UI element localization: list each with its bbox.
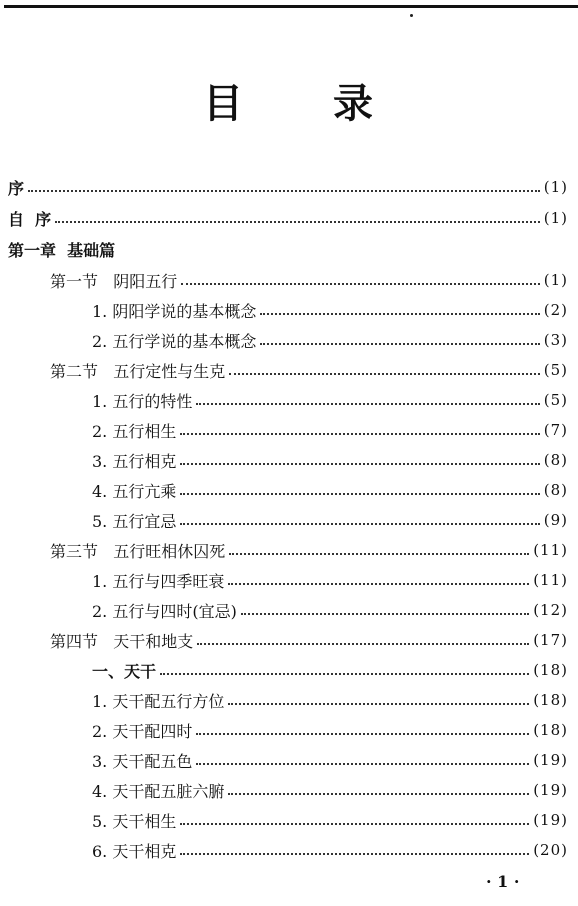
toc-subentry xyxy=(92,835,568,865)
dot-leader xyxy=(228,793,529,795)
toc-subheading xyxy=(92,655,568,685)
dot-leader xyxy=(228,703,529,705)
toc-entry-label: 2. 五行相生 xyxy=(92,421,177,441)
toc-entry-page: (2) xyxy=(543,301,568,319)
toc-subentry xyxy=(92,745,568,775)
toc-entry-page: (1) xyxy=(543,178,568,196)
toc-entry-preface xyxy=(8,172,568,202)
toc-entry-page: (19) xyxy=(533,751,568,769)
dot-leader xyxy=(228,583,529,585)
toc-entry-page: (3) xyxy=(543,331,568,349)
toc-entry-label: 1. 五行的特性 xyxy=(92,391,193,411)
toc-subentry xyxy=(92,445,568,475)
toc-subentry xyxy=(92,685,568,715)
toc-entry-page: (8) xyxy=(543,481,568,499)
toc-entry-label: 1. 阴阳学说的基本概念 xyxy=(92,301,257,321)
toc-subentry xyxy=(92,415,568,445)
dot-leader xyxy=(241,613,529,615)
dot-leader xyxy=(180,823,529,825)
toc-entry-page: (12) xyxy=(533,601,568,619)
toc-entry-label: 5. 五行宜忌 xyxy=(92,511,177,531)
toc-entry-label: 6. 天干相克 xyxy=(92,841,177,861)
toc-subentry xyxy=(92,595,568,625)
dot-leader xyxy=(180,463,539,465)
toc-subentry xyxy=(92,715,568,745)
toc-entry-label: 1. 五行与四季旺衰 xyxy=(92,571,225,591)
toc-entry-label: 2. 五行与四时(宜忌) xyxy=(92,601,237,621)
toc-subentry xyxy=(92,505,568,535)
toc-entry-page: (1) xyxy=(543,271,568,289)
title-char-2: 录 xyxy=(333,81,375,127)
toc-entry-page: (20) xyxy=(533,841,568,859)
dot-leader xyxy=(181,283,539,285)
toc-entry-page: (19) xyxy=(533,811,568,829)
toc-section xyxy=(50,355,568,385)
dot-leader xyxy=(160,673,529,675)
page-title xyxy=(0,72,578,129)
toc-section xyxy=(50,625,568,655)
toc-subentry xyxy=(92,385,568,415)
toc-entry-page: (7) xyxy=(543,421,568,439)
toc-entry-page: (19) xyxy=(533,781,568,799)
toc-entry-label: 第二节 五行定性与生克 xyxy=(50,361,226,381)
toc-entry-label: 3. 五行相克 xyxy=(92,451,177,471)
toc-entry-label: 4. 五行亢乘 xyxy=(92,481,177,501)
dot-leader xyxy=(229,553,529,555)
toc-entry-label: 3. 天干配五色 xyxy=(92,751,193,771)
toc-subentry xyxy=(92,325,568,355)
toc-entry-author-preface xyxy=(8,203,568,233)
dot-leader xyxy=(197,643,529,645)
toc-entry-page: (9) xyxy=(543,511,568,529)
dot-leader xyxy=(28,190,540,192)
toc-entry-label: 序 xyxy=(8,178,25,198)
title-char-1: 目 xyxy=(203,81,245,127)
toc-entry-label: 第四节 天干和地支 xyxy=(50,631,194,651)
toc-subentry xyxy=(92,295,568,325)
toc-entry-page: (5) xyxy=(543,391,568,409)
toc-entry-label: 2. 天干配四时 xyxy=(92,721,193,741)
dot-leader xyxy=(260,343,539,345)
toc-section xyxy=(50,265,568,295)
top-border-line xyxy=(4,5,578,8)
toc-entry-page: (11) xyxy=(533,571,568,589)
toc-entry-label: 一、天干 xyxy=(92,661,157,681)
toc-entry-label: 2. 五行学说的基本概念 xyxy=(92,331,257,351)
toc-entry-page: (8) xyxy=(543,451,568,469)
dot-leader xyxy=(180,433,539,435)
toc-entry-label: 4. 天干配五脏六腑 xyxy=(92,781,225,801)
toc-section xyxy=(50,535,568,565)
toc-entry-label: 第一节 阴阳五行 xyxy=(50,271,178,291)
toc-subentry xyxy=(92,805,568,835)
toc-subentry xyxy=(92,475,568,505)
toc-entry-label: 自 序 xyxy=(8,209,52,229)
toc-subentry xyxy=(92,565,568,595)
dot-leader xyxy=(180,493,539,495)
toc-entry-page: (18) xyxy=(533,721,568,739)
toc-entry-page: (5) xyxy=(543,361,568,379)
toc-entry-page: (18) xyxy=(533,661,568,679)
toc-entry-label: 5. 天干相生 xyxy=(92,811,177,831)
dot-leader xyxy=(180,523,539,525)
toc-chapter-1 xyxy=(8,234,568,264)
toc-entry-label: 1. 天干配五行方位 xyxy=(92,691,225,711)
dot-leader xyxy=(196,403,539,405)
dot-leader xyxy=(196,733,529,735)
toc-entry-page: (18) xyxy=(533,691,568,709)
toc-subentry xyxy=(92,775,568,805)
page-number: · 1 · xyxy=(486,872,520,891)
dot-leader xyxy=(229,373,539,375)
dot-leader xyxy=(196,763,529,765)
toc-entry-page: (1) xyxy=(543,209,568,227)
toc-entry-label: 第三节 五行旺相休囚死 xyxy=(50,541,226,561)
toc-chapter-label: 第一章 基础篇 xyxy=(8,240,116,260)
dot-leader xyxy=(55,221,540,223)
toc-entry-page: (17) xyxy=(533,631,568,649)
print-speck xyxy=(410,14,413,17)
toc-entry-page: (11) xyxy=(533,541,568,559)
dot-leader xyxy=(180,853,529,855)
dot-leader xyxy=(260,313,539,315)
